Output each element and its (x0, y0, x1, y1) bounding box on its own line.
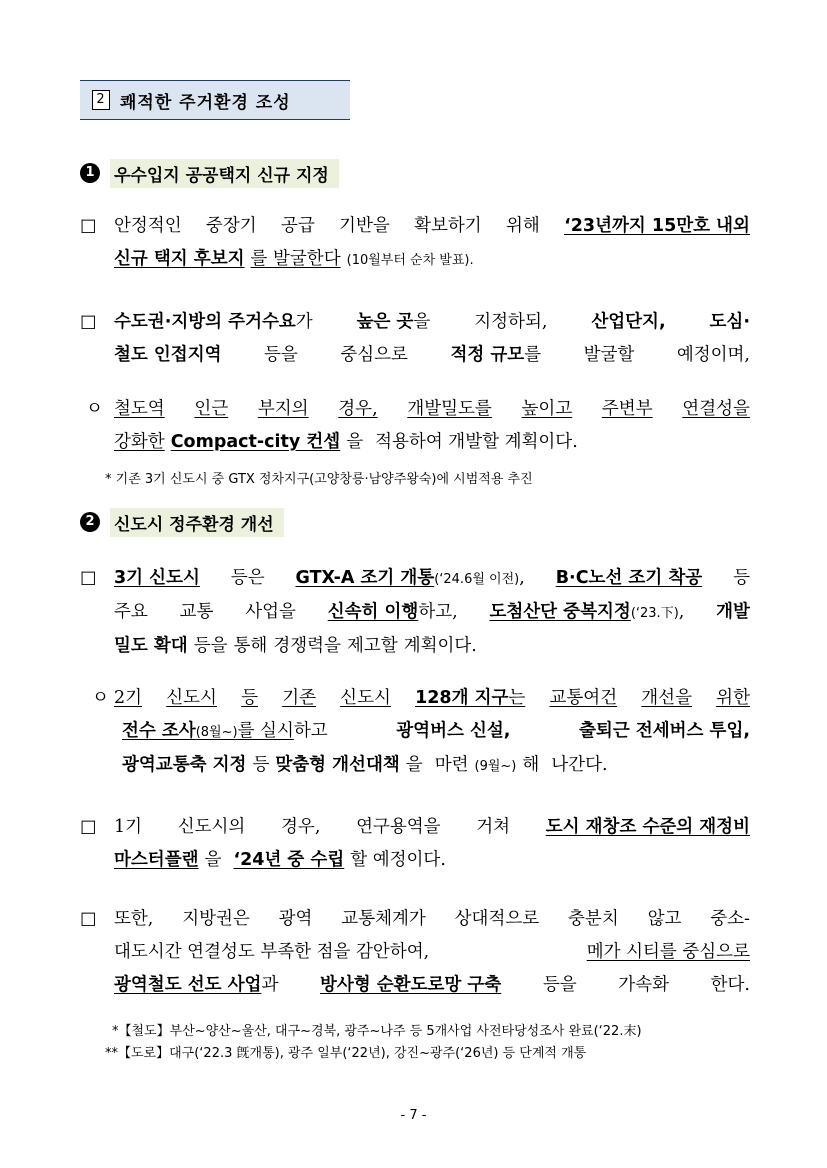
text-small: (8월~) (195, 725, 238, 740)
bullet-square: □ (80, 909, 97, 929)
text: 주요 (114, 602, 148, 622)
text: 예정이며, (676, 345, 750, 365)
text: 주변부 (601, 399, 653, 419)
text: 등 (252, 755, 270, 775)
footnote-3: **【도로】대구(‘22.3 旣개통), 광주 일부(‘22년), 강진~광주(‘26년) 등 단계적 개통 (105, 1046, 587, 1061)
text-emphasis: 신규 택지 후보지 (114, 249, 245, 269)
text: 확보하기 (414, 216, 482, 236)
text-emphasis: 도시 재창조 수준의 재정비 (545, 817, 750, 837)
text: 지정하되, (474, 312, 548, 332)
text-emphasis: 철도 인접지역 (114, 345, 222, 365)
paragraph-7 (80, 903, 750, 1002)
text: 기존 (282, 688, 316, 708)
bullet-square: □ (80, 817, 97, 837)
text: 1기 (114, 817, 143, 837)
text: 를 실시 (237, 721, 294, 741)
bullet-square: □ (80, 312, 97, 332)
paragraph-4 (80, 562, 750, 663)
text-emphasis: 수도권·지방의 주거수요 (114, 312, 296, 332)
text-emphasis: 신속히 이행 (327, 602, 419, 622)
text: 위한 (716, 688, 750, 708)
text: 등을 (542, 975, 577, 995)
bullet-circle: ㅇ (86, 399, 103, 419)
text: 상대적으로 (454, 909, 540, 929)
text: 교통여건 (549, 688, 618, 708)
text: 중심으로 (340, 345, 408, 365)
text: 메가 시티를 중심으로 (586, 942, 750, 962)
bullet-square: □ (80, 216, 97, 236)
text: 경우, (338, 399, 378, 419)
text: 계획이다. (403, 636, 477, 656)
text-emphasis: 광역버스 신설, (396, 721, 511, 741)
text-small: (‘23.下) (630, 606, 679, 621)
text: 과 (261, 975, 279, 995)
text: 발굴할 (583, 345, 635, 365)
page-number: - 7 - (400, 1108, 427, 1123)
text: 제고할 (346, 636, 398, 656)
bullet-square: □ (80, 568, 97, 588)
text: 중소- (710, 909, 750, 929)
text: 등은 (230, 568, 265, 588)
text: 교통체계가 (341, 909, 426, 929)
text: 가 (295, 312, 313, 332)
paragraph-2 (80, 306, 750, 372)
footnote-1: * 기존 3기 신도시 중 GTX 정차지구(고양창릉·남양주왕숙)에 시범적용 추진 (105, 472, 533, 487)
paragraph-1 (80, 210, 750, 277)
text: 사업을 (245, 602, 296, 622)
text: 등을 (193, 636, 228, 656)
text: 않고 (647, 909, 682, 929)
text: 공급 (280, 216, 315, 236)
text-emphasis: 광역철도 선도 사업 (114, 975, 262, 995)
text: 높이고 (521, 399, 573, 419)
text: 신도시 (166, 688, 217, 708)
text-emphasis: 도심· (709, 312, 750, 332)
text: 개선을 (641, 688, 692, 708)
text: 위해 (505, 216, 540, 236)
text-emphasis: 맞춤형 개선대책 (275, 755, 400, 775)
bullet-circle: ㅇ (92, 688, 109, 708)
text: 2기 (114, 688, 143, 708)
text-emphasis: ‘23년까지 15만호 내외 (564, 216, 750, 236)
text: 또한, (114, 909, 154, 929)
subheading-2 (80, 507, 284, 537)
text: 적용하여 개발할 계획이다. (375, 432, 578, 452)
text: 신도시의 (177, 817, 246, 837)
text-emphasis: 3기 신도시 (114, 568, 200, 588)
text: 경쟁력을 (273, 636, 341, 656)
paragraph-6 (80, 811, 750, 877)
text-emphasis: GTX-A 조기 개통 (295, 568, 435, 588)
subheading-title: 우수입지 공공택지 신규 지정 (110, 159, 339, 188)
section-number: 2 (92, 90, 110, 110)
section-title: 쾌적한 주거환경 조성 (120, 92, 291, 113)
text-emphasis: Compact-city 컨셉 (170, 432, 341, 452)
text-emphasis: 방사형 순환도로망 구축 (319, 975, 502, 995)
text: 해 (522, 755, 540, 775)
text: 지방권은 (182, 909, 250, 929)
text: 중장기 (205, 216, 257, 236)
text-emphasis: 개발 (716, 602, 750, 622)
text-small: (9월~) (474, 759, 517, 774)
text-emphasis: 도첨산단 중복지정 (489, 602, 631, 622)
text: 강화한 (114, 432, 165, 452)
subheading-title: 신도시 정주환경 개선 (110, 508, 284, 537)
text-emphasis: B·C노선 조기 착공 (555, 568, 703, 588)
text: 등을 (264, 345, 298, 365)
paragraph-3 (80, 393, 750, 459)
text: 신도시 (340, 688, 391, 708)
text: 충분치 (568, 909, 619, 929)
text: 는 (508, 688, 526, 708)
text: , (678, 602, 685, 622)
text: 개발밀도를 (407, 399, 492, 419)
text: 할 예정이다. (350, 850, 446, 870)
text: 경우, (281, 817, 321, 837)
text: 연구용역을 (356, 817, 441, 837)
text: 가속화 (618, 975, 669, 995)
subheading-number: 2 (80, 512, 100, 532)
text: 을 (204, 850, 222, 870)
text-small: (10월부터 순차 발표). (346, 253, 474, 268)
text: 하고, (418, 602, 458, 622)
text-emphasis: ‘24년 중 수립 (233, 850, 345, 870)
text: 를 (524, 345, 542, 365)
text: , (519, 568, 525, 588)
text-emphasis: 밀도 확대 (114, 636, 188, 656)
text-emphasis: 전수 조사 (122, 721, 196, 741)
text: 등 (241, 688, 259, 708)
text-emphasis: 출퇴근 전세버스 투입, (579, 721, 750, 741)
text: 철도역 (114, 399, 165, 419)
text-small: (‘24.6월 이전) (434, 572, 520, 587)
text: 을 (413, 312, 431, 332)
text: 기반을 (339, 216, 390, 236)
text-emphasis: 마스터플랜 (114, 850, 199, 870)
text: 통해 (233, 636, 268, 656)
text: 연결성을 (682, 399, 750, 419)
text: 대도시간 연결성도 부족한 점을 감안하여, (114, 942, 430, 962)
text: 부지의 (257, 399, 309, 419)
text: 광역 (278, 909, 313, 929)
text: 안정적인 (114, 216, 182, 236)
text: 을 (346, 432, 364, 452)
text: 교통 (179, 602, 214, 622)
text: 인근 (194, 399, 229, 419)
paragraph-5 (80, 682, 750, 783)
text-emphasis: 광역교통축 지정 (122, 755, 247, 775)
text-emphasis: 높은 곳 (356, 312, 414, 332)
text: 하고 (293, 721, 328, 741)
footnote-2: *【철도】부산~양산~울산, 대구~경북, 광주~나주 등 5개사업 사전타당성조사 완료(‘22.末) (112, 1024, 642, 1039)
text: 나간다. (551, 755, 608, 775)
text-emphasis: 128개 지구 (415, 688, 509, 708)
text-emphasis: 산업단지, (591, 312, 666, 332)
text: 마련 (434, 755, 469, 775)
text: 거쳐 (476, 817, 511, 837)
text: 를 발굴한다 (250, 249, 341, 269)
text: 을 (405, 755, 423, 775)
text: 등 (733, 568, 750, 588)
subheading-number: 1 (80, 163, 100, 183)
section-header (80, 80, 350, 120)
text-emphasis: 적정 규모 (450, 345, 525, 365)
text: 한다. (710, 975, 750, 995)
subheading-1 (80, 158, 339, 188)
